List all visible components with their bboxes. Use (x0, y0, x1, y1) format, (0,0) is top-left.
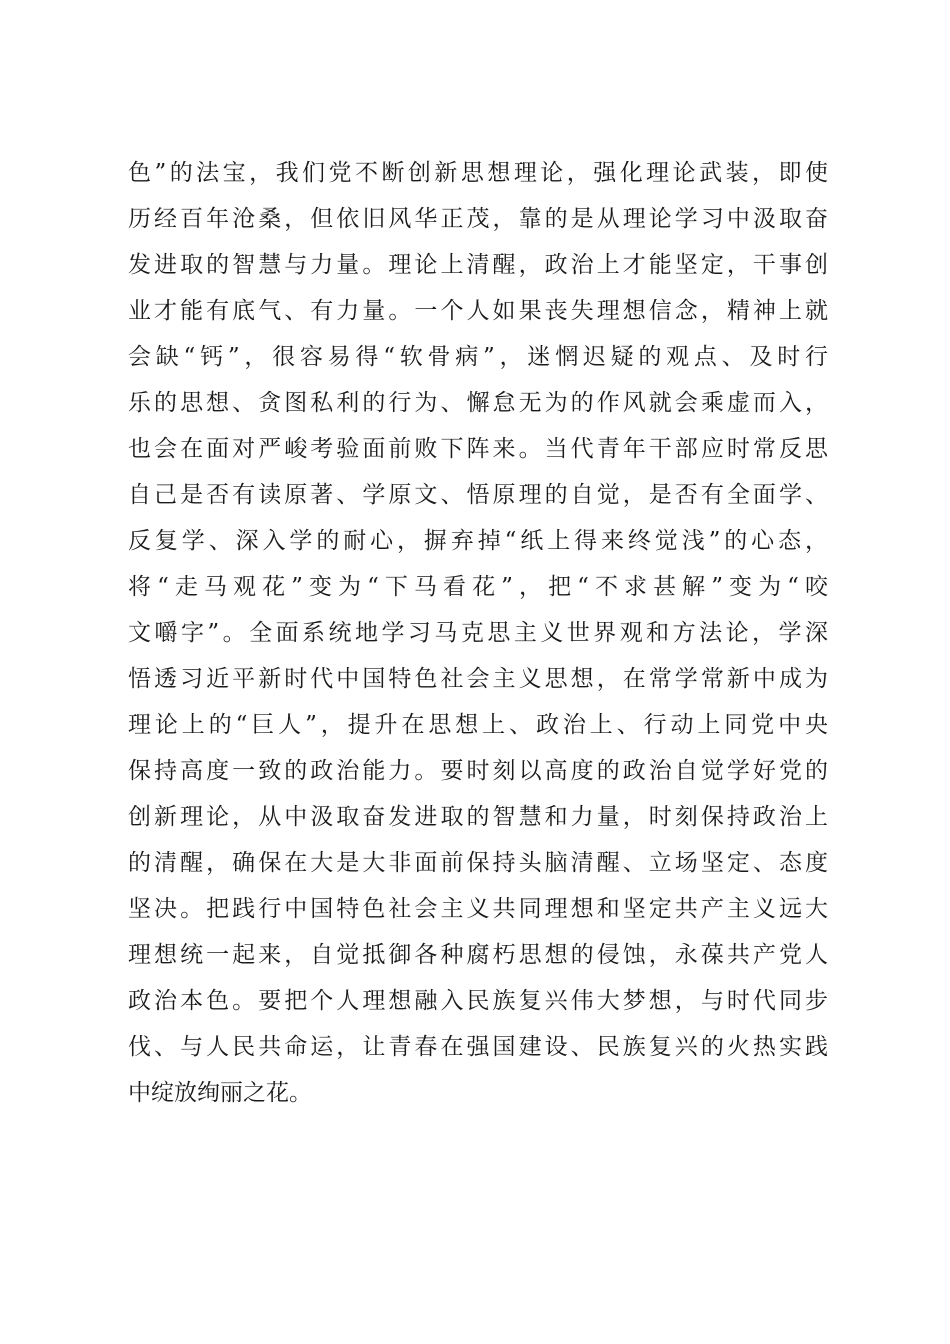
text-line-17: 坚决。把践行中国特色社会主义共同理想和坚定共产主义远大 (128, 896, 828, 922)
text-line-8: 自己是否有读原著、学原文、悟原理的自觉，是否有全面学、 (128, 482, 828, 508)
text-line-4: 业才能有底气、有力量。一个人如果丧失理想信念，精神上就 (128, 298, 828, 324)
text-line-9: 反复学、深入学的耐心，摒弃掉“纸上得来终觉浅”的心态， (128, 528, 828, 554)
text-line-2: 历经百年沧桑，但依旧风华正茂，靠的是从理论学习中汲取奋 (128, 206, 828, 232)
text-line-21: 中绽放绚丽之花。 (128, 1080, 312, 1106)
text-line-3: 发进取的智慧与力量。理论上清醒，政治上才能坚定，干事创 (128, 252, 828, 278)
text-line-7: 也会在面对严峻考验面前败下阵来。当代青年干部应时常反思 (128, 436, 828, 462)
text-line-10: 将“走马观花”变为“下马看花”，把“不求甚解”变为“咬 (128, 574, 828, 600)
text-line-5: 会缺“钙”，很容易得“软骨病”，迷惘迟疑的观点、及时行 (128, 344, 828, 370)
text-line-20: 伐、与人民共命运，让青春在强国建设、民族复兴的火热实践 (128, 1034, 828, 1060)
text-line-14: 保持高度一致的政治能力。要时刻以高度的政治自觉学好党的 (128, 758, 828, 784)
text-line-18: 理想统一起来，自觉抵御各种腐朽思想的侵蚀，永葆共产党人 (128, 942, 828, 968)
text-line-12: 悟透习近平新时代中国特色社会主义思想，在常学常新中成为 (128, 666, 828, 692)
text-line-1: 色”的法宝，我们党不断创新思想理论，强化理论武装，即使 (128, 160, 828, 186)
body-paragraph (128, 150, 828, 1116)
text-line-16: 的清醒，确保在大是大非面前保持头脑清醒、立场坚定、态度 (128, 850, 828, 876)
text-line-13: 理论上的“巨人”，提升在思想上、政治上、行动上同党中央 (128, 712, 828, 738)
text-line-15: 创新理论，从中汲取奋发进取的智慧和力量，时刻保持政治上 (128, 804, 828, 830)
text-line-6: 乐的思想、贪图私利的行为、懈怠无为的作风就会乘虚而入， (128, 390, 828, 416)
text-line-11: 文嚼字”。全面系统地学习马克思主义世界观和方法论，学深 (128, 620, 828, 646)
text-line-19: 政治本色。要把个人理想融入民族复兴伟大梦想，与时代同步 (128, 988, 828, 1014)
